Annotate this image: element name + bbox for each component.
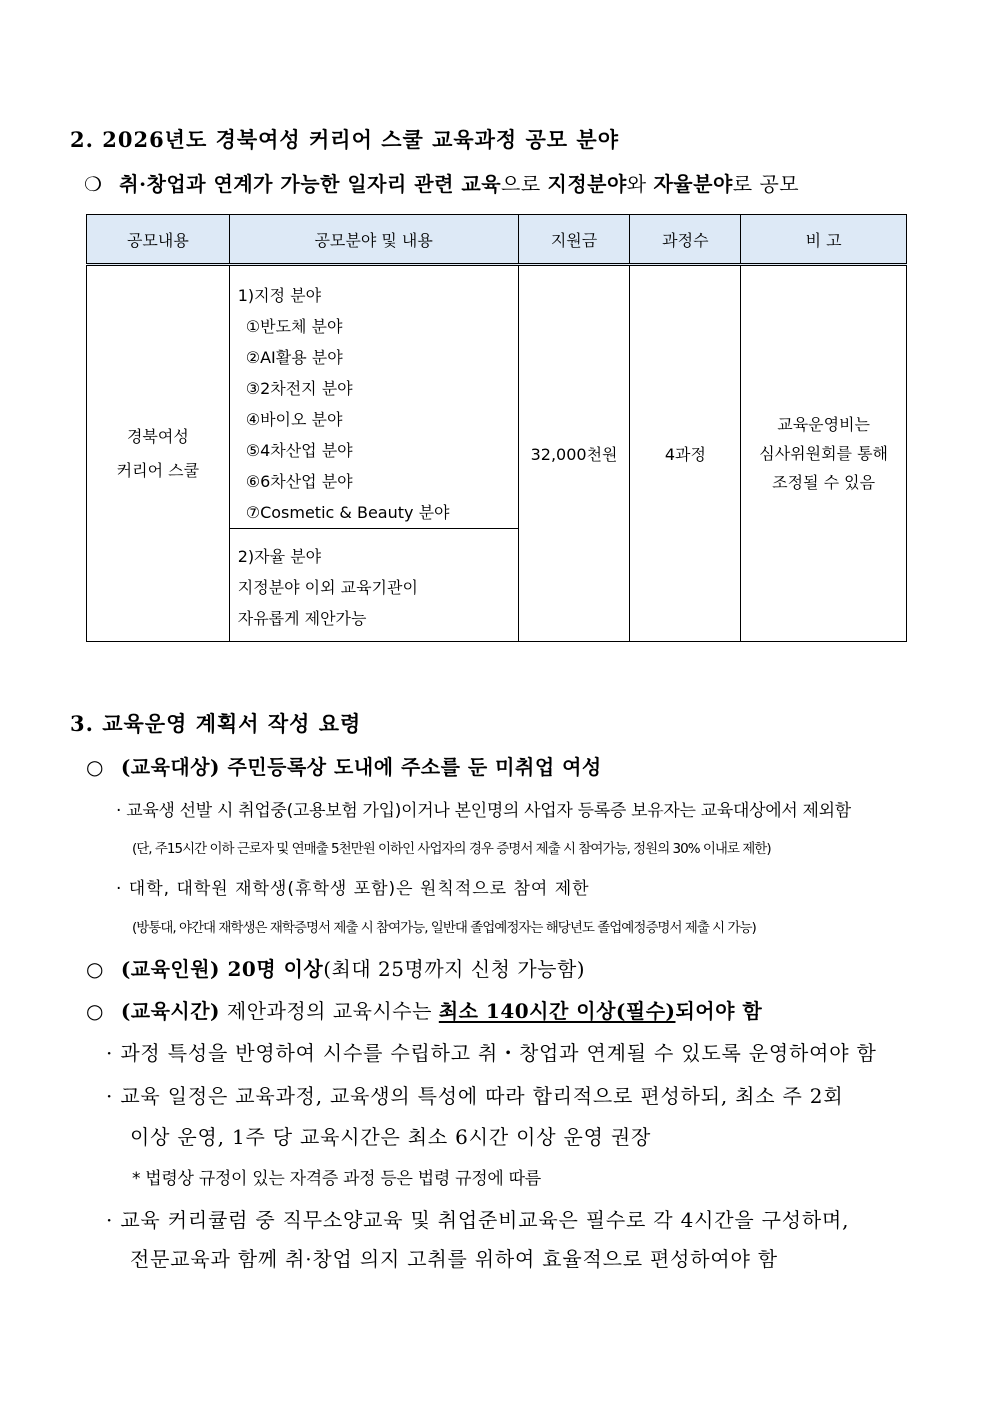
intro-bold-a: 취·창업과 연계가 가능한 일자리 관련 교육	[119, 172, 502, 196]
hours-bullet-1: · 과정 특성을 반영하여 시수를 수립하고 취・창업과 연계될 수 있도록 운영하여야 함	[106, 1041, 877, 1065]
intro-bold-c: 지정분야	[547, 172, 627, 196]
list-item: ⑦Cosmetic & Beauty 분야	[245, 503, 450, 522]
autonomous-field-cell	[229, 529, 518, 642]
designated-fields-cell	[229, 265, 518, 529]
list-item: ②AI활용 분야	[245, 348, 343, 367]
fund-cell: 32,000천원	[518, 265, 630, 642]
list-item: ①반도체 분야	[245, 317, 343, 336]
hours-bullet-2-note: * 법령상 규정이 있는 자격증 과정 등은 법령 규정에 따름	[132, 1169, 541, 1189]
hours-text: 제안과정의 교육시수는	[220, 999, 439, 1023]
target-label: (교육대상)	[120, 755, 221, 779]
designated-title: 1)지정 분야	[237, 286, 322, 305]
hours-bullet-3-line-1: · 교육 커리큘럼 중 직무소양교육 및 취업준비교육은 필수로 각 4시간을 구성하며,	[106, 1208, 850, 1232]
target-note-1: · 교육생 선발 시 취업중(고용보험 가입)이거나 본인명의 사업자 등록증 보유자는 교육대상에서 제외함	[116, 801, 851, 821]
list-item: ④바이오 분야	[245, 410, 343, 429]
header-cell: 비 고	[741, 215, 907, 265]
header-cell: 지원금	[518, 215, 630, 265]
content-cell	[87, 265, 230, 642]
hours-bullet-2-line-2: 이상 운영, 1주 당 교육시간은 최소 6시간 이상 운영 권장	[130, 1125, 652, 1149]
circle-bullet-icon: ○	[86, 755, 104, 779]
intro-bold-e: 자율분야	[653, 172, 733, 196]
circle-bullet-icon: ○	[86, 957, 104, 981]
recruitment-table	[86, 214, 907, 642]
section3-title: 3. 교육운영 계획서 작성 요령	[70, 711, 362, 736]
target-text: 주민등록상 도내에 주소를 둔 미취업 여성	[220, 755, 602, 779]
section2-intro	[84, 168, 799, 197]
table-header-row	[87, 215, 907, 265]
header-cell: 과정수	[630, 215, 741, 265]
bullet-icon: ❍	[84, 172, 103, 196]
courses-cell: 4과정	[630, 265, 741, 642]
remark-line: 교육운영비는	[777, 415, 870, 434]
table-row	[87, 265, 907, 529]
people-label: (교육인원) 20명 이상	[120, 957, 324, 981]
list-item: ③2차전지 분야	[245, 379, 353, 398]
target-note-1-sub: (단, 주15시간 이하 근로자 및 연매출 5천만원 이하인 사업자의 경우 증명서 제출 시 참여가능, 정원의 30% 이내로 제한)	[132, 841, 771, 857]
intro-b: 으로	[501, 172, 548, 196]
target-note-2-sub: (방통대, 야간대 재학생은 재학증명서 제출 시 참여가능, 일반대 졸업예정자는 해당년도 졸업예정증명서 제출 시 가능)	[132, 920, 756, 936]
remark-line: 조정될 수 있음	[772, 473, 876, 492]
people-line	[86, 953, 585, 982]
list-item: ⑤4차산업 분야	[245, 441, 353, 460]
target-note-2: · 대학, 대학원 재학생(휴학생 포함)은 원칙적으로 참여 제한	[116, 879, 590, 899]
intro-f: 로 공모	[732, 172, 800, 196]
target-line	[86, 751, 602, 780]
hours-required: 최소 140시간 이상(필수)	[438, 999, 676, 1023]
intro-d: 와	[626, 172, 654, 196]
hours-label: (교육시간)	[120, 999, 221, 1023]
hours-bullet-2-line-1: · 교육 일정은 교육과정, 교육생의 특성에 따라 합리적으로 편성하되, 최소 주 2회	[106, 1084, 844, 1108]
autonomous-line: 자유롭게 제안가능	[237, 609, 367, 628]
autonomous-line: 지정분야 이외 교육기관이	[237, 578, 418, 597]
list-item: ⑥6차산업 분야	[245, 472, 353, 491]
section2-title: 2. 2026년도 경북여성 커리어 스쿨 교육과정 공모 분야	[70, 127, 619, 152]
circle-bullet-icon: ○	[86, 999, 104, 1023]
header-cell: 공모내용	[87, 215, 230, 265]
remark-line: 심사위원회를 통해	[759, 444, 888, 463]
remark-cell	[741, 265, 907, 642]
hours-end: 되어야 함	[675, 999, 763, 1023]
hours-bullet-3-line-2: 전문교육과 함께 취·창업 의지 고취를 위하여 효율적으로 편성하여야 함	[130, 1247, 778, 1271]
hours-line	[86, 995, 762, 1024]
autonomous-title: 2)자율 분야	[237, 547, 322, 566]
header-cell: 공모분야 및 내용	[229, 215, 518, 265]
content-line: 경북여성	[126, 426, 189, 446]
content-line: 커리어 스쿨	[116, 460, 200, 480]
people-text: (최대 25명까지 신청 가능함)	[323, 957, 586, 981]
